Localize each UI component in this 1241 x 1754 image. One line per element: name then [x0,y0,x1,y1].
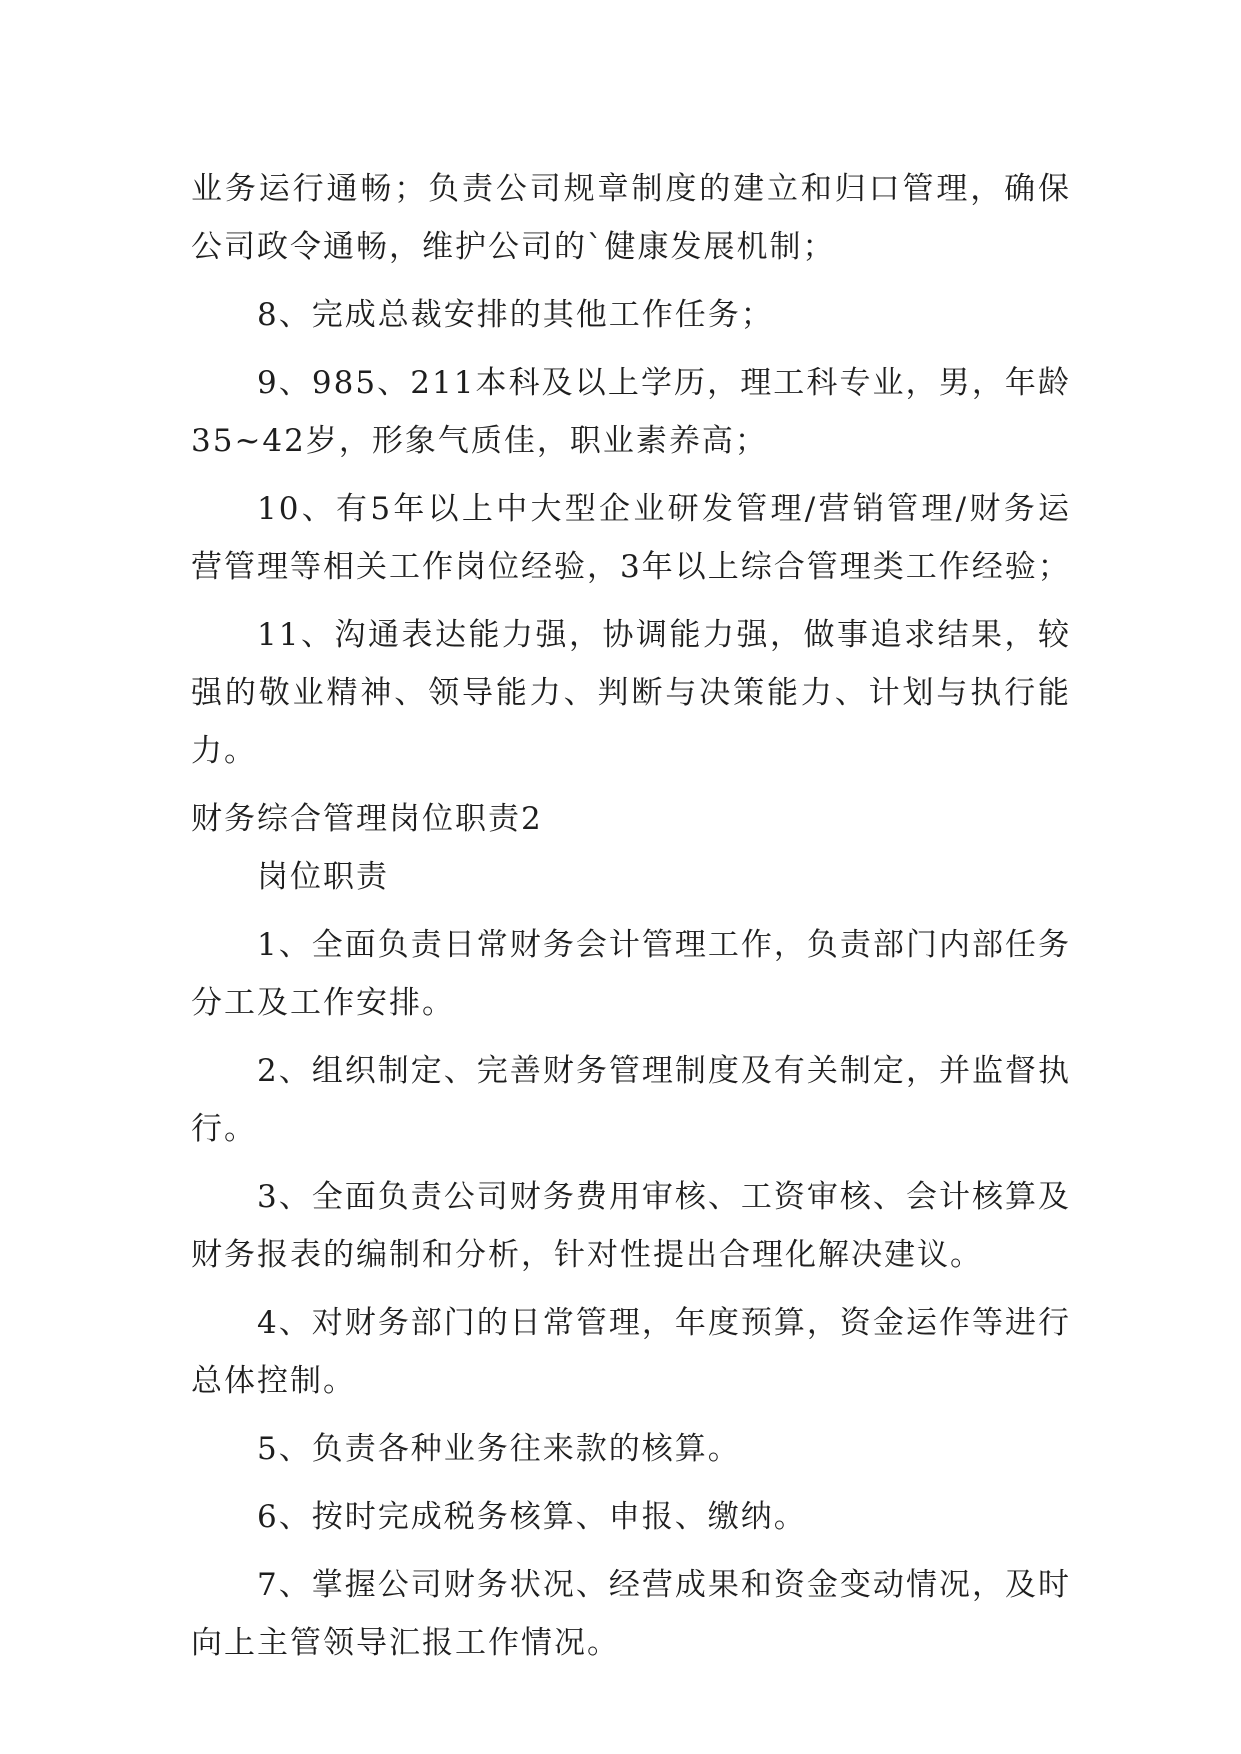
duty-item-3: 3、全面负责公司财务费用审核、工资审核、会计核算及财务报表的编制和分析，针对性提出合理化解决建议。 [191,1179,1071,1273]
paragraph-item-9: 9、985、211本科及以上学历，理工科专业，男，年龄35~42岁，形象气质佳，职业素养高； [191,365,1071,459]
duty-item-2: 2、组织制定、完善财务管理制度及有关制定，并监督执行。 [191,1053,1071,1147]
duty-item-5: 5、负责各种业务往来款的核算。 [257,1431,741,1467]
paragraph-item-11: 11、沟通表达能力强，协调能力强，做事追求结果，较强的敬业精神、领导能力、判断与决策能力、计划与执行能力。 [191,617,1071,769]
duty-item-1: 1、全面负责日常财务会计管理工作，负责部门内部任务分工及工作安排。 [191,927,1071,1021]
paragraph-item-8: 8、完成总裁安排的其他工作任务； [257,297,774,333]
duty-item-7: 7、掌握公司财务状况、经营成果和资金变动情况，及时向上主管领导汇报工作情况。 [191,1567,1071,1661]
duty-item-4: 4、对财务部门的日常管理，年度预算，资金运作等进行总体控制。 [191,1305,1071,1399]
duty-item-6: 6、按时完成税务核算、申报、缴纳。 [257,1499,807,1535]
section-title: 财务综合管理岗位职责2 [191,801,543,837]
document-body [191,160,1071,1682]
paragraph-continuation: 业务运行通畅；负责公司规章制度的建立和归口管理，确保公司政令通畅，维护公司的`健康发展机制； [191,171,1071,265]
paragraph-item-10: 10、有5年以上中大型企业研发管理/营销管理/财务运营管理等相关工作岗位经验，3年以上综合管理类工作经验； [191,491,1071,585]
section-subtitle: 岗位职责 [257,859,389,895]
